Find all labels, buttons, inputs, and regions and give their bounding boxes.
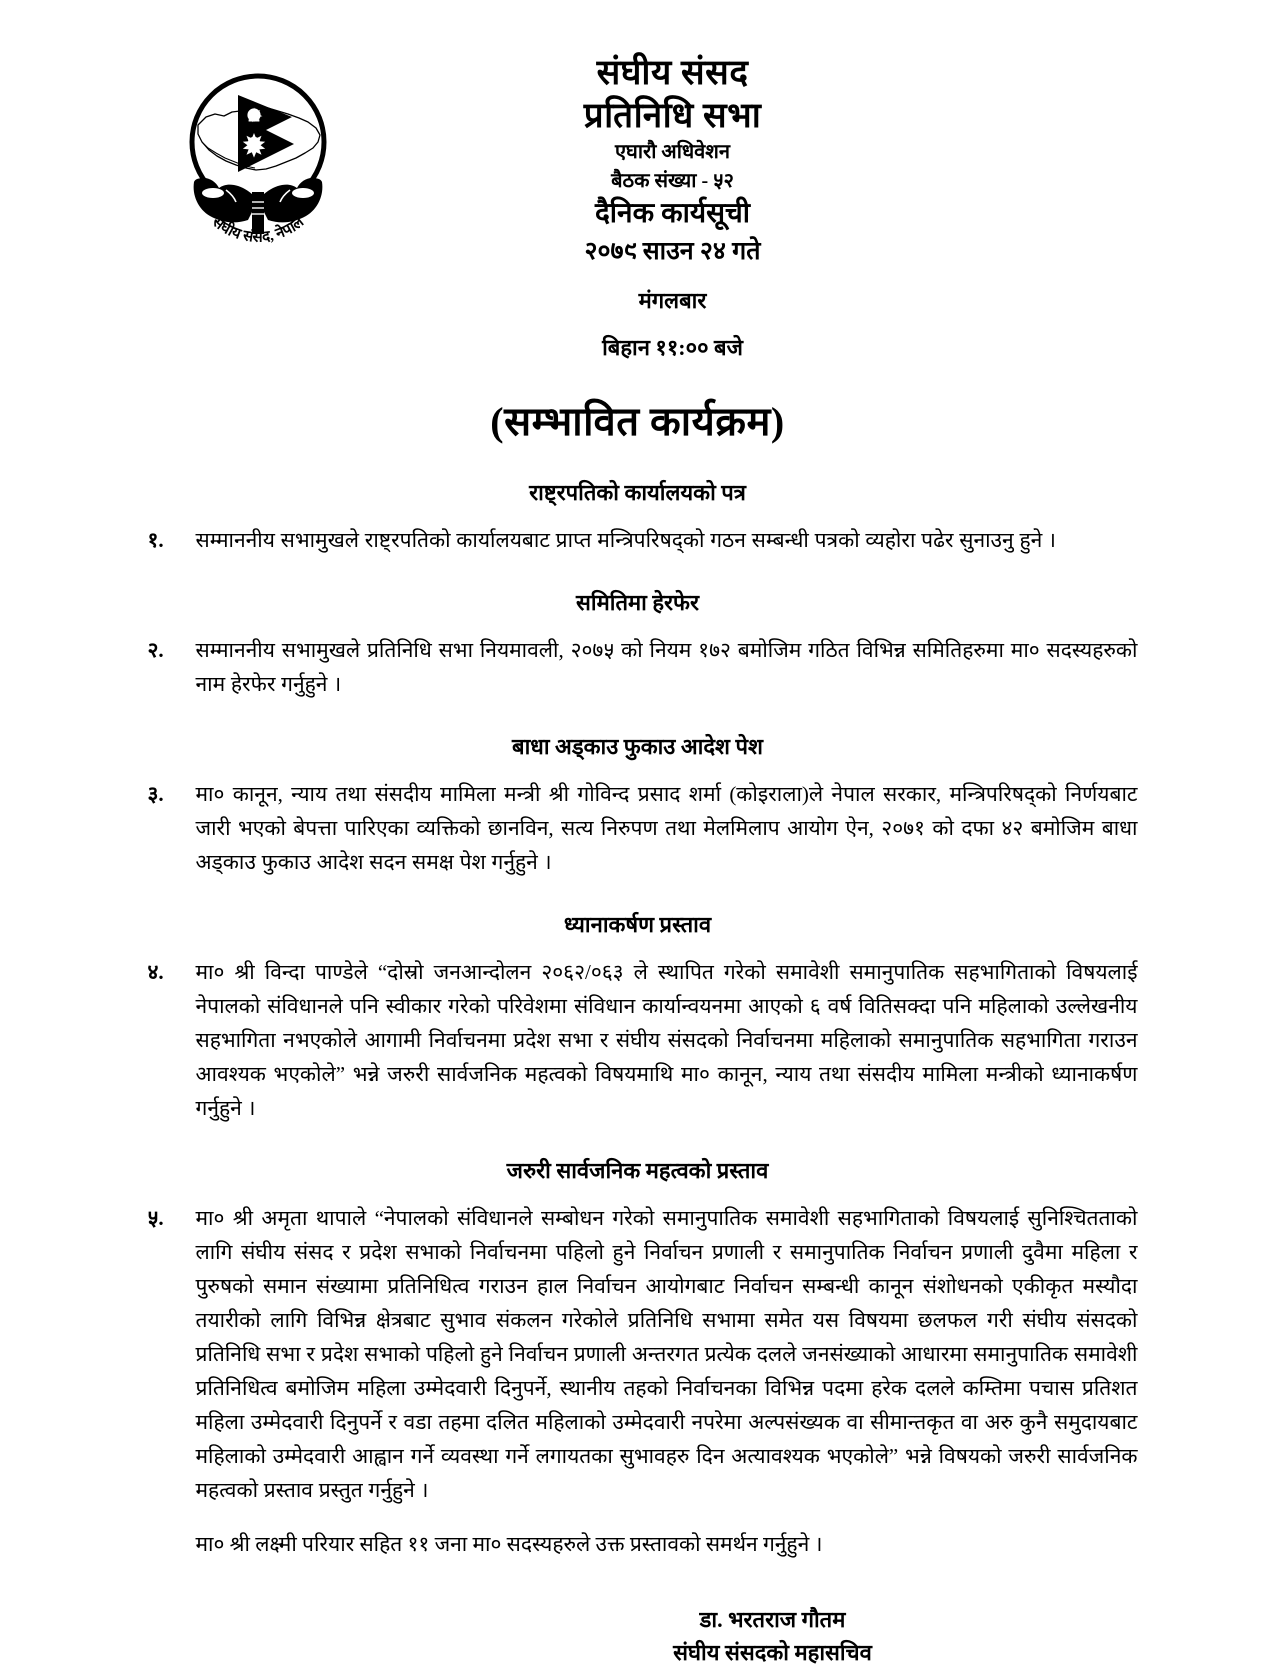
emblem-caption: संघीय संसद, नेपाल	[208, 214, 308, 246]
item-number: ३.	[147, 781, 164, 806]
signatory-role: संघीय संसदको महासचिव	[673, 1639, 872, 1665]
section-heading: ध्यानाकर्षण प्रस्ताव	[563, 911, 712, 937]
item-number: ५.	[147, 1205, 164, 1230]
section-heading: बाधा अड्काउ फुकाउ आदेश पेश	[512, 733, 763, 759]
item-number: १.	[147, 527, 164, 552]
section-heading: जरुरी सार्वजनिक महत्वको प्रस्ताव	[506, 1157, 769, 1183]
item-followup-text: मा० श्री लक्ष्मी परियार सहित ११ जना मा० सदस्यहरुले उक्त प्रस्तावको समर्थन गर्नुहुने ।	[195, 1531, 823, 1556]
agenda-time: बिहान ११:०० बजे	[602, 334, 743, 360]
agenda-section	[138, 1155, 1138, 1561]
session-label: एघारौ अधिवेशन	[615, 141, 730, 164]
agenda-item	[138, 777, 1138, 879]
agenda-date: २०७९ साउन २४ गते	[584, 237, 761, 265]
item-text: मा० श्री विन्दा पाण्डेले “दोस्रो जनआन्दोलन २०६२/०६३ ले स्थापित गरेको समावेशी समानुपातिक सहभागिताको विषयलाई नेपालको संविधानले पनि स्वीकार गरेको परिवेशमा संविधान कार्यान्वयनमा आएको ६ वर्ष वितिसक्दा पनि महिलाको उल्लेखनीय सहभागिता नभएकोले आगामी निर्वाचनमा प्रदेश सभा र संघीय संसदको निर्वाचनमा महिलाको समानुपातिक सहभागिता गराउन आवश्यक भएकोले” भन्ने जरुरी सार्वजनिक महत्वको विषयमाथि मा० कानून, न्याय तथा संसदीय मामिला मन्त्रीको ध्यानाकर्षण गर्नुहुने ।	[195, 959, 1138, 1120]
signature-block	[138, 1603, 1138, 1669]
federal-parliament-nepal-emblem	[168, 62, 348, 262]
section-heading: समितिमा हेरफेर	[576, 589, 699, 615]
agenda-item	[138, 633, 1138, 701]
agenda-day: मंगलबार	[638, 287, 707, 313]
agenda-section	[138, 477, 1138, 557]
agenda-section	[138, 731, 1138, 879]
section-heading: राष्ट्रपतिको कार्यालयको पत्र	[529, 479, 746, 505]
agenda-item	[138, 1201, 1138, 1507]
org-name-line2: प्रतिनिधि सभा	[583, 95, 762, 135]
agenda-label: दैनिक कार्यसूची	[594, 198, 751, 230]
item-number: २.	[147, 637, 164, 662]
sitting-number: बैठक संख्या - ५२	[611, 170, 734, 193]
page-title: (सम्भावित कार्यक्रम)	[490, 398, 785, 444]
agenda-content	[138, 477, 1138, 1669]
item-text: मा० कानून, न्याय तथा संसदीय मामिला मन्त्री श्री गोविन्द प्रसाद शर्मा (कोइराला)ले नेपाल सरकार, मन्त्रिपरिषद्को निर्णयबाट जारी भएको बेपत्ता पारिएका व्यक्तिको छानविन, सत्य निरुपण तथा मेलमिलाप आयोग ऐन, २०७१ को दफा ४२ बमोजिम बाधा अड्काउ फुकाउ आदेश सदन समक्ष पेश गर्नुहुने ।	[195, 781, 1138, 874]
agenda-section	[138, 909, 1138, 1125]
signatory-name: डा. भरतराज गौतम	[699, 1606, 846, 1632]
document-header	[0, 0, 1275, 362]
org-name-line1: संघीय संसद	[596, 53, 749, 92]
agenda-item	[138, 523, 1138, 557]
item-number: ४.	[147, 959, 164, 984]
item-text: सम्माननीय सभामुखले राष्ट्रपतिको कार्यालयबाट प्राप्त मन्त्रिपरिषद्को गठन सम्बन्धी पत्रको व्यहोरा पढेर सुनाउनु हुने ।	[195, 527, 1056, 552]
item-text: सम्माननीय सभामुखले प्रतिनिधि सभा नियमावली, २०७५ को नियम १७२ बमोजिम गठित विभिन्न समितिहरुमा मा० सदस्यहरुको नाम हेरफेर गर्नुहुने ।	[195, 637, 1138, 696]
agenda-section	[138, 587, 1138, 701]
agenda-item	[138, 955, 1138, 1125]
item-text: मा० श्री अमृता थापाले “नेपालको संविधानले सम्बोधन गरेको समानुपातिक समावेशी सहभागिताको विषयलाई सुनिश्चितताको लागि संघीय संसद र प्रदेश सभाको निर्वाचनमा पहिलो हुने निर्वाचन प्रणाली र समानुपातिक निर्वाचन प्रणाली दुवैमा महिला र पुरुषको समान संख्यामा प्रतिनिधित्व गराउन हाल निर्वाचन आयोगबाट निर्वाचन सम्बन्धी कानून संशोधनको एकीकृत मस्यौदा तयारीको लागि विभिन्न क्षेत्रबाट सुभाव संकलन गरेकोले प्रतिनिधि सभामा समेत यस विषयमा छलफल गरी संघीय संसदको प्रतिनिधि सभा र प्रदेश सभाको पहिलो हुने निर्वाचन प्रणाली अन्तरगत प्रत्येक दलले जनसंख्याको आधारमा समानुपातिक समावेशी प्रतिनिधित्व बमोजिम महिला उम्मेदवारी दिनुपर्ने, स्थानीय तहको निर्वाचनका विभिन्न पदमा हरेक दलले कम्तिमा पचास प्रतिशत महिला उम्मेदवारी दिनुपर्ने र वडा तहमा दलित महिलाको उम्मेदवारी नपरेमा अल्पसंख्यक वा सीमान्तकृत वा अरु कुनै समुदायबाट महिलाको उम्मेदवारी आह्वान गर्ने व्यवस्था गर्ने लगायतका सुभावहरु दिन अत्यावश्यक भएकोले” भन्ने विषयको जरुरी सार्वजनिक महत्वको प्रस्ताव प्रस्तुत गर्नुहुने ।	[195, 1205, 1138, 1502]
